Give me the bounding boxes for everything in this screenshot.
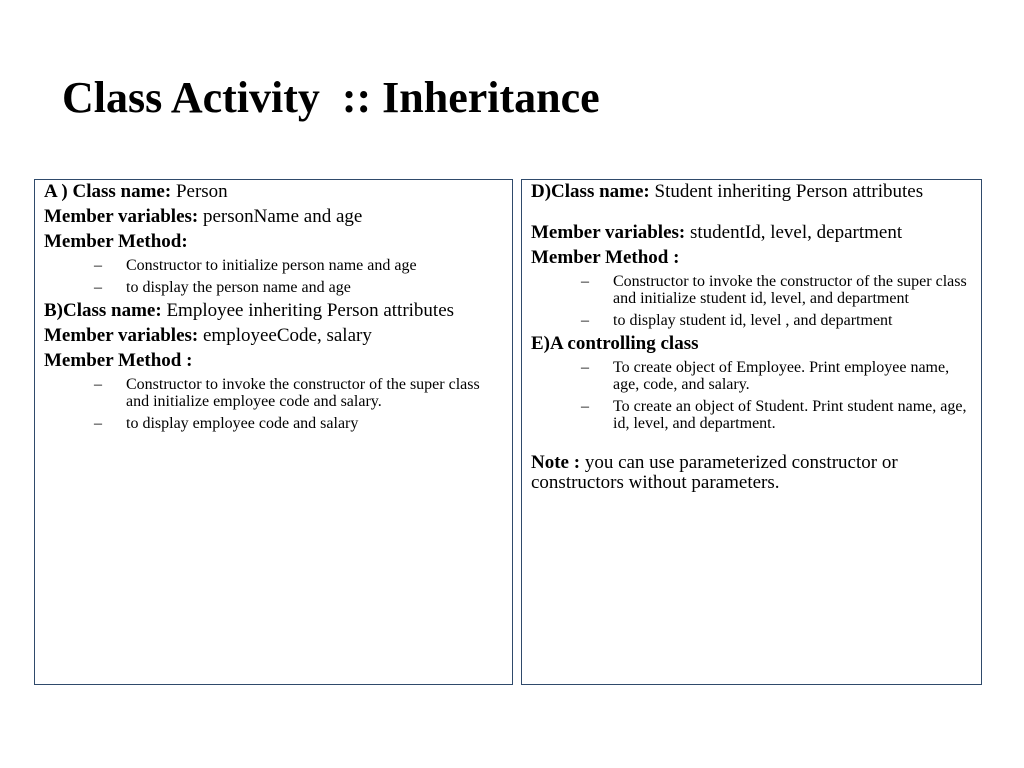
dash-bullet: – (581, 312, 589, 329)
class-d-label: D)Class name: (531, 181, 650, 202)
dash-bullet: – (581, 398, 589, 415)
class-d-name (531, 182, 972, 202)
class-a-variables (44, 207, 503, 227)
class-a-method-list (44, 257, 503, 296)
spacer (531, 437, 972, 453)
class-a-variables-label: Member variables: (44, 206, 199, 227)
dash-bullet: – (581, 359, 589, 376)
class-d-method-label: Member Method : (531, 247, 680, 268)
class-b-value: Employee inheriting Person attributes (161, 300, 455, 321)
list-item-text: to display employee code and salary (126, 415, 359, 432)
class-d-variables-value: studentId, level, department (685, 222, 903, 243)
dash-bullet: – (94, 257, 102, 274)
list-item (531, 312, 972, 329)
class-e-label: E)A controlling class (531, 333, 699, 354)
class-d-method-heading (531, 248, 972, 268)
list-item (44, 279, 503, 296)
list-item-text: Constructor to initialize person name and age (126, 257, 417, 274)
list-item-text: Constructor to invoke the constructor of the super class and initialize employee code and salary. (126, 376, 480, 410)
list-item-text: To create object of Employee. Print employee name, age, code, and salary. (613, 359, 950, 393)
dash-bullet: – (581, 273, 589, 290)
list-item (531, 273, 972, 307)
page-title: Class Activity :: Inheritance (62, 73, 600, 122)
class-d-value: Student inheriting Person attributes (649, 181, 924, 202)
list-item-text: to display student id, level , and department (613, 312, 893, 329)
class-a-method-label: Member Method: (44, 231, 188, 252)
class-a-variables-value: personName and age (198, 206, 363, 227)
list-item-text: Constructor to invoke the constructor of the super class and initialize student id, level, and department (613, 273, 967, 307)
list-item (44, 415, 503, 432)
class-d-variables-label: Member variables: (531, 222, 686, 243)
class-b-method-heading (44, 351, 503, 371)
class-b-method-list (44, 376, 503, 432)
class-a-label: A ) Class name: (44, 181, 172, 202)
left-content-box (34, 179, 513, 685)
note-label: Note : (531, 452, 581, 473)
list-item (44, 376, 503, 410)
class-b-method-label: Member Method : (44, 350, 193, 371)
dash-bullet: – (94, 279, 102, 296)
class-b-variables-label: Member variables: (44, 325, 199, 346)
class-b-name (44, 301, 503, 321)
list-item (44, 257, 503, 274)
class-a-name (44, 182, 503, 202)
class-b-variables-value: employeeCode, salary (198, 325, 372, 346)
list-item (531, 359, 972, 393)
dash-bullet: – (94, 415, 102, 432)
class-d-variables (531, 223, 972, 243)
class-d-method-list (531, 273, 972, 329)
class-e-heading (531, 334, 972, 354)
spacer (531, 207, 972, 223)
class-a-value: Person (171, 181, 228, 202)
note-text: you can use parameterized constructor or constructors without parameters. (531, 452, 898, 493)
class-e-list (531, 359, 972, 432)
note (531, 453, 972, 493)
right-content-box (521, 179, 982, 685)
class-b-label: B)Class name: (44, 300, 162, 321)
dash-bullet: – (94, 376, 102, 393)
class-a-method-heading (44, 232, 503, 252)
list-item-text: to display the person name and age (126, 279, 351, 296)
class-b-variables (44, 326, 503, 346)
list-item (531, 398, 972, 432)
list-item-text: To create an object of Student. Print student name, age, id, level, and department. (613, 398, 967, 432)
